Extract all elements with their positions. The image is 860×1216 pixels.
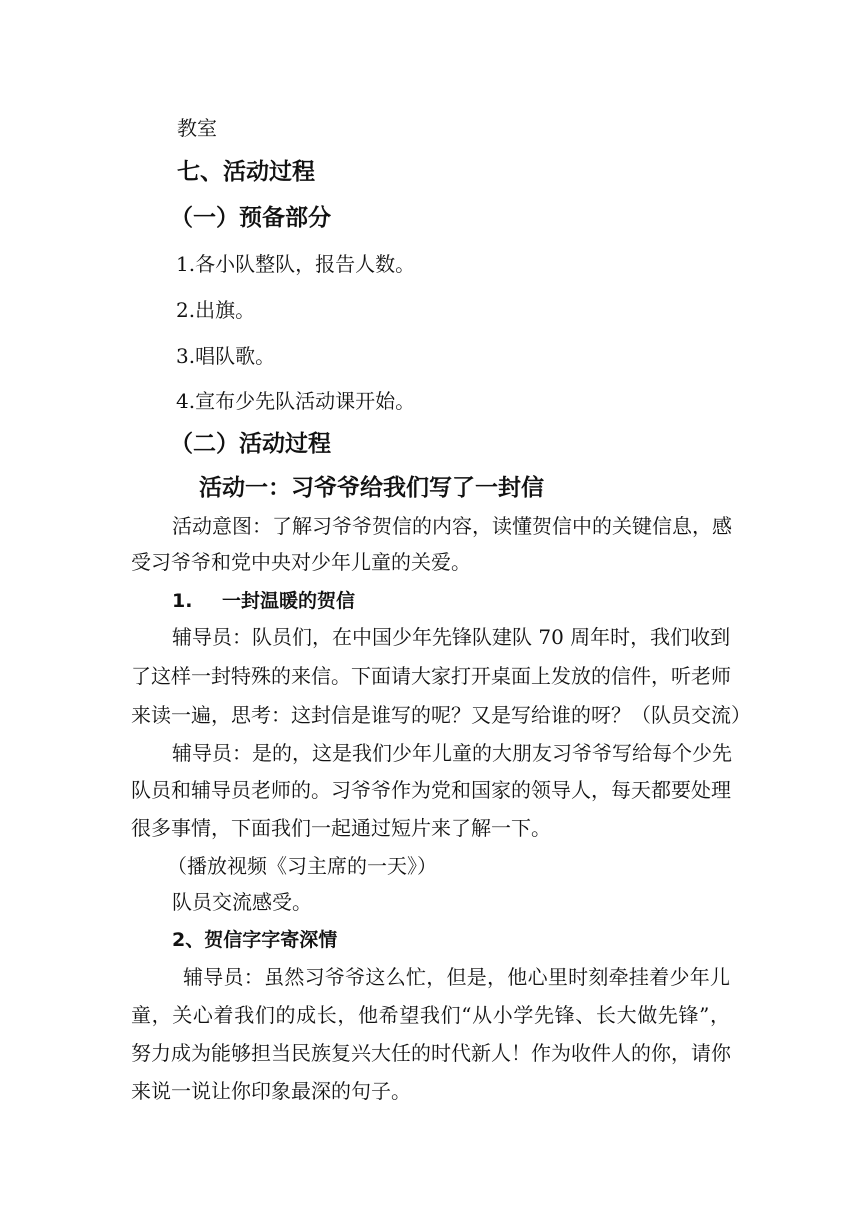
- intent-line: 受习爷爷和党中央对少年儿童的关爱。: [131, 550, 471, 574]
- paragraph-line: 来说一说让你印象最深的句子。: [131, 1079, 411, 1103]
- step-item: 1.各小队整队，报告人数。: [176, 252, 416, 276]
- sub1-title: 一封温暖的贺信: [222, 590, 356, 612]
- video-note: （播放视频《习主席的一天》）: [167, 854, 437, 878]
- paragraph-line: 辅导员：是的，这是我们少年儿童的大朋友习爷爷写给每个少先: [172, 741, 732, 765]
- step-item: 3.唱队歌。: [176, 344, 276, 368]
- share-line: 队员交流感受。: [172, 890, 312, 914]
- paragraph-line: 童，关心着我们的成长，他希望我们“从小学先锋、长大做先锋”，: [131, 1003, 730, 1027]
- intent-line: 活动意图：了解习爷爷贺信的内容，读懂贺信中的关键信息，感: [172, 514, 732, 538]
- paragraph-line: 很多事情，下面我们一起通过短片来了解一下。: [131, 816, 551, 840]
- step-item: 2.出旗。: [176, 298, 256, 322]
- section-heading-process: 七、活动过程: [177, 159, 315, 185]
- paragraph-line: 来读一遍，思考：这封信是谁写的呢？又是写给谁的呀？（队员交流）: [131, 703, 751, 727]
- venue-text: 教室: [177, 116, 217, 140]
- paragraph-line: 辅导员：虽然习爷爷这么忙，但是，他心里时刻牵挂着少年儿: [183, 965, 730, 989]
- activity1-title: 活动一：习爷爷给我们写了一封信: [199, 475, 544, 501]
- part1-heading: （一）预备部分: [170, 205, 331, 231]
- paragraph-line: 队员和辅导员老师的。习爷爷作为党和国家的领导人，每天都要处理: [131, 778, 731, 802]
- paragraph-line: 了这样一封特殊的来信。下面请大家打开桌面上发放的信件，听老师: [131, 664, 731, 688]
- paragraph-line: 辅导员：队员们，在中国少年先锋队建队 70 周年时，我们收到: [172, 625, 731, 649]
- paragraph-line: 努力成为能够担当民族复兴大任的时代新人！作为收件人的你，请你: [131, 1041, 731, 1065]
- sub1-number: 1.: [172, 590, 193, 612]
- sub2-title: 2、贺信字字寄深情: [172, 929, 338, 951]
- step-item: 4.宣布少先队活动课开始。: [176, 389, 416, 413]
- part2-heading: （二）活动过程: [170, 431, 331, 457]
